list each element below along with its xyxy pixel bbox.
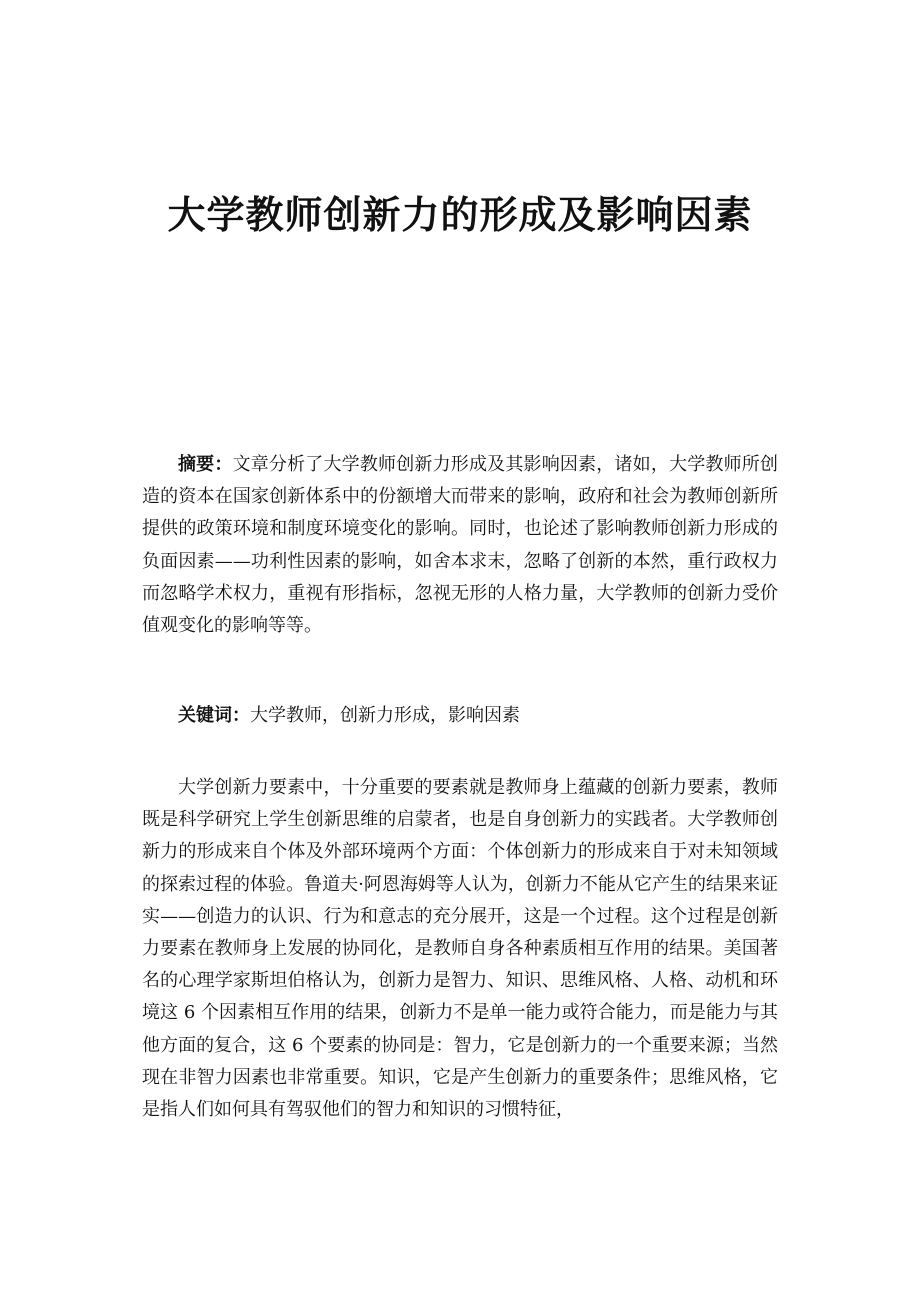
abstract-text: 文章分析了大学教师创新力形成及其影响因素，诸如，大学教师所创造的资本在国家创新体系中的份额增大而带来的影响，政府和社会为教师创新所提供的政策环境和制度环境变化的影响。同时，也论述了影响教师创新力形成的负面因素——功利性因素的影响，如舍本求末，忽略了创新的本然，重行政权力而忽略学术权力，重视有形指标，忽视无形的人格力量，大学教师的创新力受价值观变化的影响等等。	[142, 454, 778, 637]
document-title: 大学教师创新力的形成及影响因素	[167, 192, 753, 237]
abstract-label: 摘要：	[178, 454, 233, 475]
keywords-text: 大学教师，创新力形成，影响因素	[250, 705, 520, 726]
keywords-paragraph	[142, 700, 778, 732]
body-paragraph: 大学创新力要素中，十分重要的要素就是教师身上蕴藏的创新力要素，教师既是科学研究上学生创新思维的启蒙者，也是自身创新力的实践者。大学教师创新力的形成来自个体及外部环境两个方面：个体创新力的形成来自于对未知领域的探索过程的体验。鲁道夫·阿恩海姆等人认为，创新力不能从它产生的结果来证实——创造力的认识、行为和意志的充分展开，这是一个过程。这个过程是创新力要素在教师身上发展的协同化，是教师自身各种素质相互作用的结果。美国著名的心理学家斯坦伯格认为，创新力是智力、知识、思维风格、人格、动机和环境这 6 个因素相互作用的结果，创新力不是单一能力或符合能力，而是能力与其他方面的复合，这 6 个要素的协同是：智力，它是创新力的一个重要来源；当然现在非智力因素也非常重要。知识，它是产生创新力的重要条件；思维风格，它是指人们如何具有驾驭他们的智力和知识的习惯特征，	[142, 777, 778, 1121]
abstract-paragraph	[142, 449, 778, 642]
keywords-label: 关键词：	[178, 705, 250, 726]
